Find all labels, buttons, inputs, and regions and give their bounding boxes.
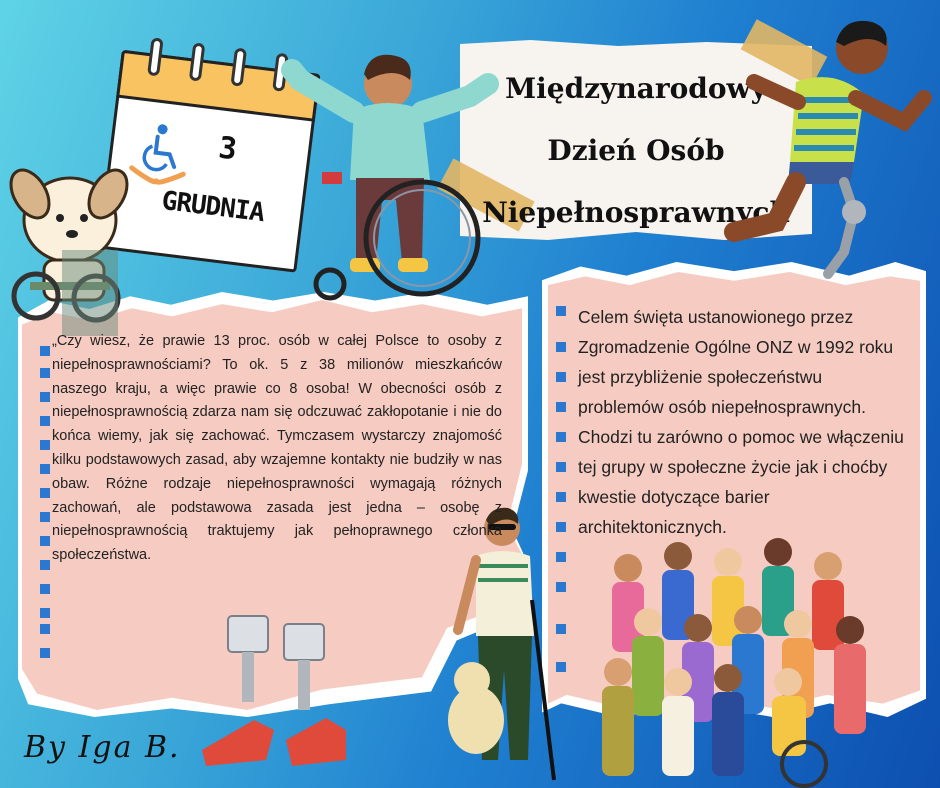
title-line-3: Niepełnosprawnych <box>482 196 790 229</box>
author-signature: By Iga B. <box>24 730 181 765</box>
accessibility-hands-icon <box>126 116 194 193</box>
bullet-icon <box>40 584 50 594</box>
runner-with-prosthetic-illustration <box>704 12 940 280</box>
bullet-icon <box>556 662 566 672</box>
bullet-icon <box>556 432 566 442</box>
bullet-icon <box>556 306 566 316</box>
calendar-day: 3 <box>216 130 239 168</box>
bullet-icon <box>556 492 566 502</box>
bullet-icon <box>40 416 50 426</box>
bullet-icon <box>40 392 50 402</box>
bullet-icon <box>40 536 50 546</box>
diverse-crowd-illustration <box>588 532 884 788</box>
dog-in-wheelchair-illustration <box>0 164 130 336</box>
bullet-icon <box>40 440 50 450</box>
title-line-2: Dzień Osób <box>547 134 725 167</box>
bullet-icon <box>40 488 50 498</box>
bullet-icon <box>556 342 566 352</box>
bullet-icon <box>40 648 50 658</box>
bullet-icon <box>556 372 566 382</box>
bullet-icon <box>556 402 566 412</box>
man-in-wheelchair-illustration <box>270 0 510 306</box>
bullet-icon <box>556 462 566 472</box>
calendar-month: GRUDNIA <box>160 185 266 229</box>
bullet-icon <box>556 624 566 634</box>
right-info-text: Celem święta ustanowionego przez Zgromadzenie Ogólne ONZ w 1992 roku jest przybliżenie społeczeństwu problemów osób niepełnosprawnych. Chodzi tu zarówno o pomoc we włączeniu tej grupy w społeczne życie jak i choćby kwestie dotyczące barier architektonicznych. <box>578 307 904 537</box>
bullet-icon <box>40 624 50 634</box>
bullet-icon <box>40 560 50 570</box>
bullet-icon <box>40 368 50 378</box>
bullet-icon <box>40 464 50 474</box>
left-info-text: „Czy wiesz, że prawie 13 proc. osób w całej Polsce to osoby z niepełnosprawnościami? To ok. 5 z 38 milionów mieszkańców naszego kraju, a więc prawie co 8 osoba! W obecności osób z niepełnosprawnością zdarza nam się odczuwać zakłopotanie i nie do końca wiemy, jak się zachować. Tymczasem wystarczy znajomość kilku podstawowych zasad, aby wzajemne kontakty nie budziły w nas obaw. Różne rodzaje niepełnosprawności wymagają różnych zachowań, ale podstawowa zasada jest jedna – osobę z niepełnosprawnością traktujemy jak pełnoprawnego członka społeczeństwa. <box>52 333 502 564</box>
bullet-icon <box>40 346 50 356</box>
title-line-1: Międzynarodowy <box>505 72 767 105</box>
bullet-icon <box>556 522 566 532</box>
prosthetic-legs-illustration <box>196 610 366 780</box>
bullet-icon <box>556 552 566 562</box>
bullet-icon <box>40 512 50 522</box>
bullet-icon <box>556 582 566 592</box>
bullet-icon <box>40 608 50 618</box>
